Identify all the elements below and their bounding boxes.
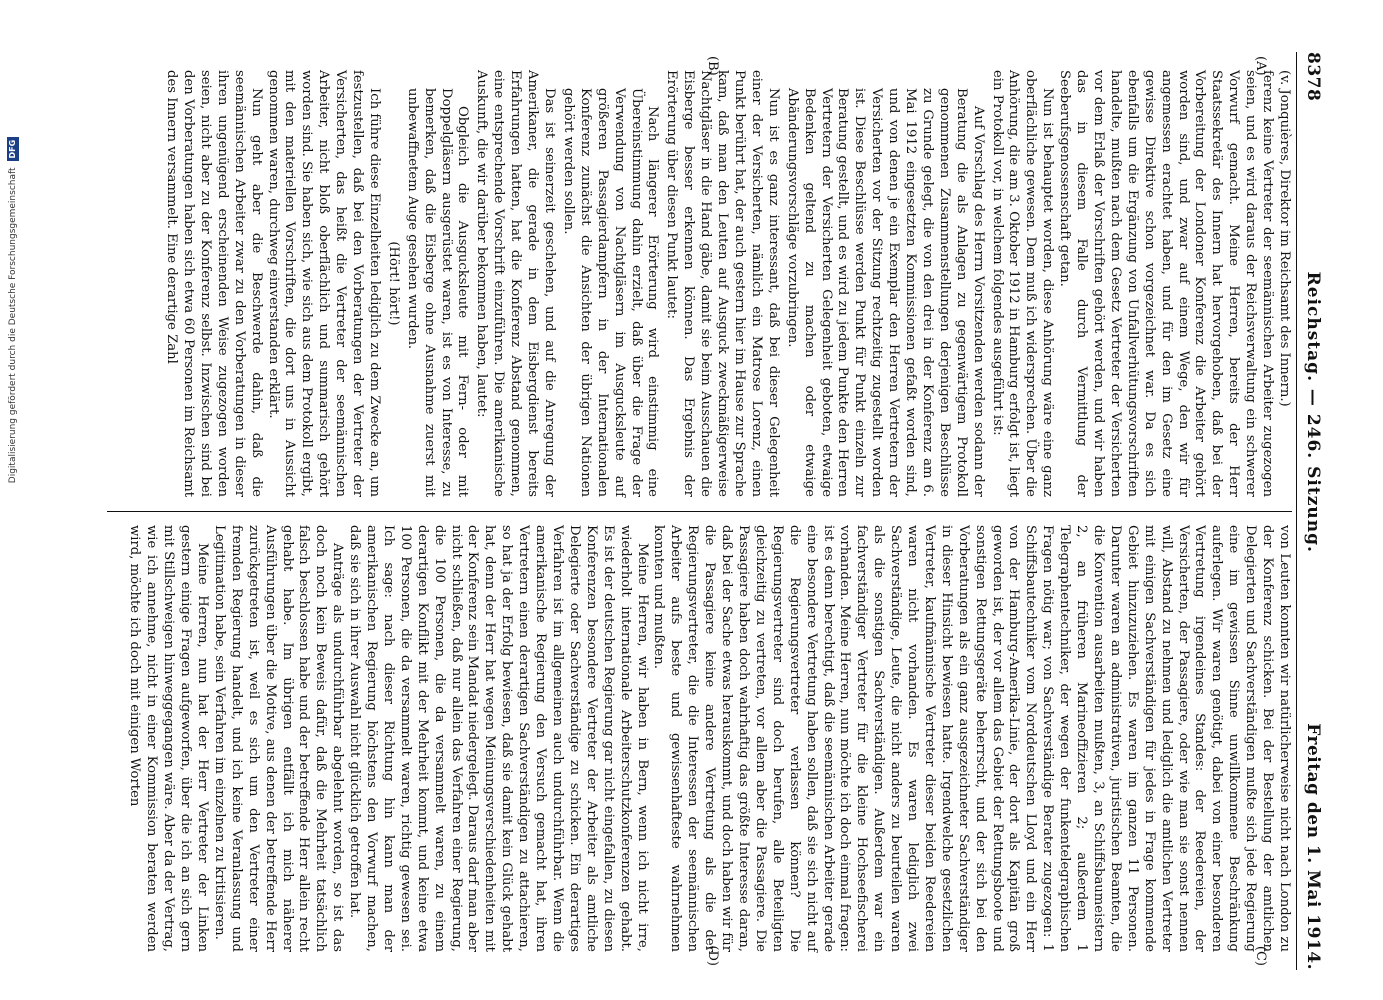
paragraph: Nun ist es ganz interessant, daß bei dieser Gelegenheit einer der Versicherten, nämlich ein Matrose Lorenz, einen Punkt berührt hat, der auch gestern hier im Hause zur Sprache kam, daß man den Leuten auf Ausguck zweckmäßigerweise Nachtgläser in die Hand gäbe, damit sie beim Ausschauen die Eisberge besser erkennen können. Das Ergebnis der Erörterung über diesen Punkt lautet: <box>664 70 781 497</box>
paragraph: Nun ist behauptet worden, diese Anhörung wäre eine ganz oberflächliche gewesen. Dem muß ich widersprechen. Über die Anhörung, die am 3. Oktober 1912 in Hamburg erfolgt ist, liegt ein Protokoll vor, in welchem folgendes ausgeführt ist: <box>989 70 1056 497</box>
paragraph: Nun geht aber die Beschwerde dahin, daß die seemännischen Arbeiter zwar zu den Vorberatungen in dieser ihren ungenügend erscheinenden Weise zugezogen worden seien, nicht aber zu der Konferenz selbst. Inzwischen sind bei den Vorberatungen haben sich etwa 60 Personen im Reichsamt des Innern versammelt. Eine derartige Zahl <box>164 70 264 497</box>
text-columns <box>107 52 1292 970</box>
left-column <box>107 52 1292 511</box>
paragraph: Das ist seinerzeit geschehen, und auf die Anregung der Amerikaner, die gerade in dem Eisbergdienst bereits Erfahrungen hatten, hat die Konferenz Abstand genommen, eine entsprechende Vorschrift einzuführen. Die amerikanische Auskunft, die wir darüber bekommen haben, lautet: <box>474 70 558 497</box>
right-column <box>107 511 1292 970</box>
margin-marker-d: (D) <box>705 945 720 966</box>
quoted-paragraph: Auf Vorschlag des Herrn Vorsitzenden werden sodann der Beratung die als Anlagen zu gegenwärtigem Protokoll genommenen Zusammenstellungen derjenigen Beschlüsse zu Grunde gelegt, die von den drei in der Konferenz am 6. Mai 1912 eingesetzten Kommissionen gefaßt worden sind, und von denen je ein Exemplar den Herren Vertretern der Versicherten vor der Sitzung rechtzeitig zugestellt worden ist. Diese Beschlüsse werden Punkt für Punkt einzeln zur Beratung gestellt, und es wird zu jedem Punkte den Herren Vertretern der Versicherten Gelegenheit geboten, etwaige Bedenken geltend zu machen oder etwaige Abänderungsvorschläge vorzubringen. <box>784 88 986 497</box>
credit-text: Digitalisierung gefördert durch die Deutsche Forschungsgemeinschaft <box>8 167 18 484</box>
dfg-logo: DFG <box>7 137 19 162</box>
paragraph: Anträge als undurchführbar abgelehnt worden, so ist das doch noch kein Beweis dafür, daß die Mehrheit tatsächlich falsch beschlossen habe und der betreffende Herr allein recht gehabt habe. Im übrigen entfällt ich mich näherer Ausführungen über die Motive, aus denen der betreffende Herr zurückgetreten ist, weil es sich um den Vertreter einer fremden Regierung handelt, und ich keine Veranlassung und Legitimation habe, sein Verfahren im einzelnen zu kritisieren. <box>211 525 346 952</box>
session-date: Freitag den 1. Mai 1914. <box>1303 723 1323 970</box>
paragraph: von Leuten konnten wir natürlicherweise nicht nach London zu der Konferenz schicken. Bei der Bestellung der amtlichen Delegierten und Sachverständigen mußte sich jede Regierung eine im gewissen Sinne unwillkommene Beschränkung auferlegen. Wir waren genötigt, dabei von einer besonderen Vertretung irgendeines Standes: der Reedereien, der Versicherten, der Passagiere, oder wie man sie sonst nennen will, Abstand zu nehmen und lediglich die amtlichen Vertreter mit einigen Sachverständigen für jedes in Frage kommende Gebiet hinzuzuziehen. Es waren im ganzen 11 Personen. Darunter waren an administrativen, juristischen Beamten, die die Konvention ausarbeiten mußten, 3, an Schiffsbaumeistern 2, an früheren Marineoffizieren 2; außerdem 1 Telegraphentechniker, der wegen der funkentelegraphischen Fragen nötig war; von Sachverständige Berater zugezogen: 1 Schiffsbautechniker vom Norddeutschen Lloyd und ein Herr von der Hamburg-Amerika-Linie, der dort als Kapitän groß geworden ist, der vor allem das Gebiet der Rettungsboote und sonstigen Rettungsgeräte beherrscht, und der sich bei den Vorberatungen als ein ganz ausgezeichneter Sachverständiger in dieser Hinsicht bewiesen hatte. Irgendwelche gesetzlichen Vertreter, kaufmännische Vertreter dieser beiden Reedereien waren nicht vorhanden. Es waren lediglich zwei Sachverständige, Leute, die nicht anders zu beurteilen waren als die sonstigen Sachverständigen. Außerdem war ein fachverständiger Vertreter für die kleine Hochseefischerei vorhanden. Meine Herren, nun möchte ich doch einmal fragen: ist es denn berechtigt, daß die seemännischen Arbeiter gerade eine besondere Vertretung haben sollen, daß sie sich nicht auf die Regierungsvertreter verlassen können? Die Regierungsvertreter sind doch berufen, alle Beteiligten gleichzeitig zu vertreten, vor allem aber die Passagiere. Die Passagiere haben doch wahrhaftig das größte Interesse daran, daß bei der Sache etwas herauskommt, und doch haben wir für die Passagiere keine andere Vertretung als die der Regierungsvertreter, die die Interessen der seemännischen Arbeiter aufs beste und gewissenhafteste wahrnehmen konnten und mußten. <box>651 525 1292 952</box>
margin-marker-a: (A) <box>1253 56 1268 76</box>
margin-marker-b: (B) <box>705 56 720 76</box>
interjection: (Hört! hört!) <box>385 241 401 326</box>
speaker-line: (v. Jonquières, Direktor im Reichsamt des Innern.) <box>1277 70 1292 407</box>
paragraph: Ich führe diese Einzelheiten lediglich zu dem Zwecke an, um festzustellen, daß bei den Vorberatungen der Vertreter der Versicherten, das heißt die Vertreter der seemännischen Arbeiter, nicht bloß oberflächlich und summarisch gehört worden sind. Sie haben sich, wie sich aus dem Protokoll ergibt, mit den materiellen Vorschriften, die dort uns in Aussicht genommen waren, durchweg einverstanden erklärt. <box>265 70 382 497</box>
paragraph: ferenz keine Vertreter der seemännischen Arbeiter zugezogen seien, und es wird daraus der Reichsverwaltung ein schwerer Vorwurf gemacht. Meine Herren, bereits der Herr Staatssekretär des Innern hat hervorgehoben, daß bei der Vorbereitung der Londoner Konferenz die Arbeiter gehört worden sind, und zwar auf einem Wege, den wir für angemessen erachtet haben, und für den im Gesetz eine gewisse Direktive schon vorgezeichnet war. Da es sich ebenfalls um die Ergänzung von Unfallverhütungsvorschriften handelte, mußten nach dem Gesetz Vertreter der Versicherten vor dem Erlaß der Vorschriften gehört werden, und wir haben das in diesem Falle durch Vermittlung der Seeberufsgenossenschaft getan. <box>1057 70 1276 497</box>
margin-marker-c: (C) <box>1253 945 1268 966</box>
paragraph: Meine Herren, wir haben in Bern, wenn ich nicht irre, wiederholt internationale Arbeiterschutzkonferenzen gehabt. Es ist der deutschen Regierung gar nicht eingefallen, zu diesen Konferenzen besondere Vertreter der Arbeiter als amtliche Delegierte oder Sachverständige zu schicken. Ein derartiges Verfahren ist im allgemeinen auch undurchführbar. Wenn die amerikanische Regierung den Versuch gemacht hat, ihren Vertretern einen derartigen Sachverständigen zu attachieren, so hat ja der Erfolg bewiesen, daß sie damit kein Glück gehabt hat, denn der Herr hat wegen Meinungsverschiedenheiten mit der Konferenz sein Mandat niedergelegt. Daraus darf man aber nicht schließen, daß nur allein das Verfahren einer Regierung, die 100 Personen, die da versammelt waren, zu einem derartigen Konflikt mit der Mehrheit kommt, und keine etwa 100 Personen, die da versammelt waren, richtig gewesen sei. Ich sage: nach dieser Richtung hin kann man der amerikanischen Regierung höchstens den Vorwurf machen, daß sie sich in ihrer Auswahl nicht glücklich getroffen hat. <box>347 525 650 952</box>
session-title: Reichstag. — 246. Sitzung. <box>1303 271 1323 553</box>
quoted-paragraph: Obgleich die Ausgucksleute mit Fern- oder mit Doppelgläsern ausgerüstet waren, ist es von Interesse, zu bemerken, daß die Eisberge ohne Ausnahme zuerst mit unbewaffnetem Auge gesehen wurden. <box>404 88 471 497</box>
digitization-credit <box>6 0 20 1000</box>
paragraph: Meine Herren, nun hat der Herr Vertreter der Linken gestern einige Fragen aufgeworfen, über die ich an sich gern mit Stillschweigen hinweggegangen wäre. Aber da der Vertrag, wie ich annehme, nicht in einer Kommission beraten werden wird, möchte ich doch mit einigen Worten <box>127 525 210 952</box>
page-number: 8378 <box>1303 52 1323 102</box>
page-header <box>1303 52 1323 970</box>
quoted-paragraph: Nach längerer Erörterung wird einstimmig eine Übereinstimmung dahin erzielt, daß über die Frage der Verwendung von Nachtgläsern im Ausgucksleute auf größeren Passagierdampfern in der Internationalen Konferenz zunächst die Ansichten der übrigen Nationen gehört werden sollen. <box>560 88 661 497</box>
header-rule <box>1296 52 1297 970</box>
